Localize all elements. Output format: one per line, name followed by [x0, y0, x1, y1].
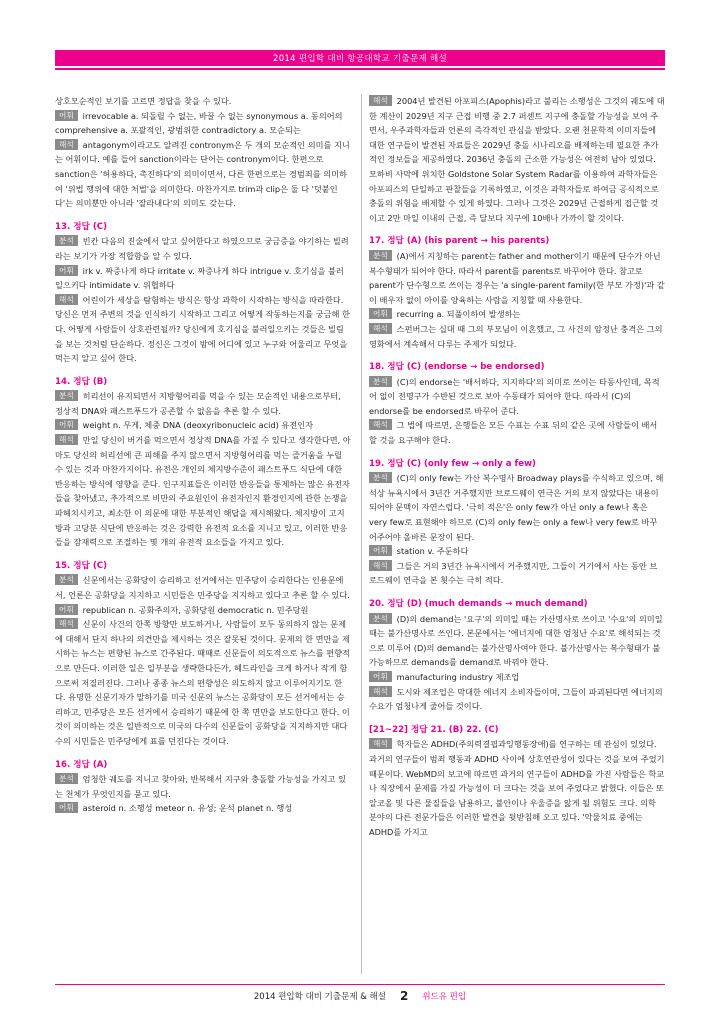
footer-rule: [55, 984, 665, 985]
explanation-block: [55, 234, 351, 263]
section-tag: 분석: [369, 613, 392, 624]
explanation-block: [369, 471, 665, 544]
section-tag: 해석: [55, 434, 78, 445]
explanation-text: 스펀버그는 십대 때 그의 부모님이 이혼했고, 그 사건의 암정난 충격은 그의 영화에서 계속해서 다루는 주제가 되었다.: [369, 323, 663, 349]
explanation-block: [55, 617, 351, 748]
explanation-text: (A)에서 지칭하는 parent는 father and mother이기 때문에 단수가 아닌 복수형태가 되어야 한다. 따라서 parent를 parents로 바꾸어야 한다. 참고로 parent가 단수형으로 쓰이는 경우는 'a single-parent family(한 부모 가정)'과 같이 배우자 없이 아이를 양육하는 사람을 지칭할 때 사용한다.: [369, 250, 665, 305]
section-tag: 어휘: [55, 604, 78, 615]
header-rule: [55, 68, 665, 70]
question-answer-heading: [55, 559, 351, 574]
answer-label: 14. 정답: [55, 376, 90, 387]
explanation-block: [369, 612, 665, 670]
explanation-text: republican n. 공화주의자, 공화당원 democratic n. 민주당원: [82, 604, 309, 615]
explanation-block: [55, 109, 351, 138]
section-tag: 분석: [369, 250, 392, 261]
explanation-text: 신문이 사건의 한쪽 방향만 보도하거나, 사람들이 모두 동의하지 않는 문제에 대해서 단지 하나의 의견만을 제시하는 것은 잘못된 것이다. 문제의 한 면만을 제시하는 뉴스는 편향된 뉴스로 간주된다. 때때로 신문들이 의도적으로 뉴스를 편향적으로 만든다. 이러한 일은 일부분을 생략한다든가, 헤드라인을 크게 하거나 작게 함으로써 저질러진다. 그러나 종종 뉴스의 편향성은 의도하지 않고 이루어지기도 한다. 유명한 신문기자가 말하기를 미국 신문의 뉴스는 공화당이 모든 선거에서는 승리하고, 민주당은 모든 선거에서 승리하기 때문에 한 쪽 면만을 보도한다고 한다. 이것이 의미하는 것은 일반적으로 미국의 다수의 신문들이 공화당을 지지하지만 대다수의 시민들은 민주당에게 표를 던진다는 것이다.: [55, 619, 350, 746]
explanation-block: [55, 433, 351, 550]
explanation-text: recurring a. 되풀이하여 발생하는: [396, 309, 521, 320]
section-tag: 분석: [55, 390, 78, 401]
explanation-text: 빈칸 다음의 진술에서 알고 싶어한다고 하였으므로 궁금증을 야기하는 빌려라는 보기가 가장 적합함을 알 수 있다.: [55, 236, 349, 261]
answer-label: 20. 정답: [369, 599, 404, 609]
explanation-block: [369, 307, 665, 322]
page-number: 2: [399, 989, 409, 1003]
answer-value: (C): [92, 221, 107, 232]
answer-value: (D) (much demands → much demand): [406, 599, 588, 609]
explanation-text: 만일 당신이 버거를 먹으면서 정상적 DNA를 가질 수 있다고 생각한다면, 아마도 당신의 허리선에 큰 피해를 주지 않으면서 지방형어리를 먹는 즐거움을 누릴 수 있는 것과 마찬가지이다. 유전은 개인의 체지방수준이 패스트푸드 식단에 대한 반응하는 방식에 영향을 준다. 인구지표들은 이러한 반응들을 통제하는 많은 유전자들을 찾아냈고, 추가적으로 비만의 주요원인이 유전자인지 환경인지에 관한 논쟁을 파헤치시키고, 최소한 이 의문에 대한 부분적인 해답을 제시해왔다. 체지방이 고지방과 고당분 식단에 반응하는 것은 강력한 유전적 요소를 지니고 있고, 이러한 반응들을 잠재력으로 조절하는 몇 개의 유전적 요소들을 가지고 있다.: [55, 435, 351, 548]
explanation-text: 엄청한 궤도를 지니고 찾아와, 반복해서 지구와 충돌할 가능성을 가지고 있는 천체가 무엇인지를 묻고 있다.: [55, 774, 346, 799]
explanation-text: irrevocable a. 되돌릴 수 없는, 바꿀 수 없는 synonymous a. 동의어의 comprehensive a. 포괄적인, 광범위한 contradictory a. 모순되는: [55, 110, 343, 136]
section-tag: 어휘: [369, 671, 392, 682]
explanation-block: [369, 544, 665, 559]
right-column: [369, 94, 665, 840]
explanation-text: station v. 주둔하다: [396, 546, 469, 557]
answer-value: (C): [92, 560, 107, 571]
explanation-text: (C)의 only few는 가산 복수명사 Broadway plays를 수식하고 있으며, 해석상 뉴욕시에서 3년간 거주했지만 브로드웨이 연극은 거의 보지 않았다는 내용이 되어야 문맥이 자연스럽다. '극히 적은'은 only few가 아닌 only a few나 혹은 very few로 표현해야 하므로 (C)의 only few는 only a few나 very few로 바꾸어주어야 올바른 문장이 된다.: [369, 473, 664, 542]
header-title: 2014 편입학 대비 항공대학교 기출문제 해설: [272, 54, 448, 64]
section-tag: 해석: [369, 95, 392, 106]
explanation-text: 2004년 발견된 아포피스(Apophis)라고 불리는 소행성은 그것의 궤도에 대한 계산이 2029년 지구 근접 비행 중 2.7 퍼센트 지구에 충돌할 가능성을 보여 주면서, 우주과학자들과 언론의 즉각적인 관심을 받았다. 오랜 천문학적 이미지들에 대한 연구들이 발견된 자료들은 2029년 충돌 시나리오를 배제하는데 필요한 추가적인 정보들을 제공하였다. 2036년 충돌의 근소한 가능성은 여전히 남아 있었다. 모하비 사막에 위치한 Goldstone Solar System Radar를 이용하여 과학자들은 아포피스의 단일하고 판찰들을 기록하였고, 이것은 과학자들로 하여금 공식적으로 충돌의 위험을 배제할 수 있게 하였다. 그러나 그것은 2029년 근접하게 접근할 것이고 2만 마일 이내의 근접, 즉 달보다 지구에 10배나 가까이 할 것이다.: [369, 96, 665, 223]
section-tag: 어휘: [369, 545, 392, 556]
answer-label: 18. 정답: [369, 362, 404, 373]
section-tag: 어휘: [55, 802, 78, 813]
explanation-block: [369, 322, 665, 351]
explanation-block: [369, 737, 665, 839]
explanation-text: manufacturing industry 제조업: [396, 671, 520, 682]
explanation-text: 히리선이 유지되면서 지방형어리를 먹을 수 있는 모순적인 내용으로부터, 정상적 DNA와 패스트푸드가 공존할 수 없음을 추론 할 수 있다.: [55, 391, 341, 416]
section-tag: 해석: [55, 139, 78, 150]
question-answer-heading: [369, 360, 665, 375]
explanation-block: [55, 603, 351, 618]
explanation-block: [369, 559, 665, 588]
question-answer-heading: [369, 234, 665, 249]
section-tag: 해석: [369, 738, 392, 749]
explanation-block: [55, 264, 351, 293]
explanation-block: [55, 801, 351, 816]
explanation-block: [55, 418, 351, 433]
section-tag: 분석: [55, 235, 78, 246]
answer-value: (A) (his parent → his parents): [406, 236, 550, 247]
explanation-text: irk v. 짜증나게 하다 irritate v. 짜증나게 하다 intrigue v. 호기심을 불러일으키다 intimidate v. 위협하다: [55, 265, 344, 291]
explanation-text: antagonym이라고도 알려진 contronym은 두 개의 모순적인 의미를 지니는 어휘이다. 예를 들어 sanction이라는 단어는 contronym이다. 한편으로 sanction은 '허용하다, 촉진하다'의 의미이면서, 다른 한편으로는 경범죄를 의미하여 '위법 행위에 대한 처벌'을 의미한다. 마찬가지로 trim과 clip은 둘 다 '덧붙인다'는 의미뿐만 아니라 '잘라내다'의 의미도 갖는다.: [55, 139, 350, 209]
section-tag: 어휘: [55, 265, 78, 276]
explanation-block: [55, 772, 351, 801]
explanation-block: [55, 389, 351, 418]
footer: [55, 988, 665, 1004]
answer-value: (B): [92, 376, 108, 387]
answer-label: 15. 정답: [55, 560, 90, 571]
question-answer-heading: [369, 723, 665, 738]
left-column: [55, 94, 351, 816]
answer-value: 21. (B) 22. (C): [430, 724, 499, 735]
question-answer-heading: [369, 457, 665, 472]
explanation-block: [369, 418, 665, 447]
column-divider: [361, 94, 362, 974]
section-tag: 어휘: [55, 110, 78, 121]
explanation-block: [55, 293, 351, 366]
explanation-block: [369, 375, 665, 419]
answer-value: (C) (endorse → be endorsed): [406, 362, 545, 373]
section-tag: 어휘: [369, 308, 392, 319]
header-bar: [55, 50, 665, 66]
question-answer-heading: [55, 758, 351, 773]
section-tag: 분석: [55, 773, 78, 784]
answer-label: 19. 정답: [369, 458, 404, 469]
explanation-text: 그들은 거의 3년간 뉴욕시에서 거주했지만, 그들이 거기에서 사는 동안 브로드웨이 연극을 본 횟수는 극히 적다.: [369, 560, 658, 586]
footer-brand: 위드유 편입: [422, 992, 467, 1002]
section-tag: 어휘: [55, 419, 78, 430]
section-tag: 해석: [55, 618, 78, 629]
question-answer-heading: [55, 375, 351, 390]
section-tag: 해석: [369, 419, 392, 430]
explanation-text: 학자들은 ADHD(주의력결핍과잉행동장애)를 연구하는 데 관심이 있었다. 과거의 연구들이 범죄 행동과 ADHD 사이에 상호연관성이 있다는 것을 보여 주었기 때문이다. WebMD의 보고에 따르면 과거의 연구들이 ADHD를 가진 사람들은 학교나 직장에서 문제를 가질 가능성이 더 크다는 것을 보여 주었다고 밝혔다. 이들은 또 알코올 및 다른 물질들을 남용하고, 불안이나 우울증을 앓게 될 위험도 크다. 의학 분야의 다른 전문가들은 이러한 발견을 뒷받침해 오고 있다. '악물치료 중에는 ADHD를 가지고: [369, 739, 665, 837]
explanation-text: 어린이가 세상을 탐험하는 방식은 항상 과학이 시작하는 방식을 따라한다. 당신은 먼저 주변의 것을 인식하기 시작하고 그리고 어떻게 작동하는지를 궁금해 한다. 어떻게 사람들이 상호관련될까? 당신에게 호기심을 불러일으키는 것들은 빌림을 보는 것처럼 단순하다. 정신은 그것이 밤에 어디에 있고 누구와 어울리고 무엇을 먹는지 알고 싶어 한다.: [55, 294, 350, 364]
question-answer-heading: [55, 220, 351, 235]
section-tag: 분석: [369, 376, 392, 387]
explanation-text: asteroid n. 소행성 meteor n. 유성; 운석 planet n. 행성: [82, 803, 293, 814]
question-answer-heading: [369, 597, 665, 612]
explanation-text: (D)의 demand는 '요구'의 의미일 때는 가산명사로 쓰이고 '수요'의 의미일 때는 불가산명사로 쓰인다. 본문에서는 '에너지에 대한 엄청난 수요'로 해석되는 것으로 미루어 (D)의 demand는 불가산명사여야 한다. 불가산명사는 복수형태가 불가능하므로 demands를 demand로 바꿔야 한다.: [369, 613, 663, 668]
explanation-text: weight n. 무게, 체중 DNA (deoxyribonucleic acid) 유전인자: [82, 420, 314, 431]
answer-value: (C) (only few → only a few): [406, 458, 536, 469]
explanation-text: 그 법에 따르면, 은행들은 모든 수표는 수표 뒤의 같은 곳에 사람들이 배서할 것을 요구해야 한다.: [369, 420, 658, 446]
explanation-block: [369, 670, 665, 685]
answer-label: 16. 정답: [55, 759, 90, 770]
footer-title: 2014 편입학 대비 기출문제 & 해설: [253, 992, 386, 1002]
explanation-block: [369, 685, 665, 714]
section-tag: 분석: [55, 574, 78, 585]
answer-label: [21~22] 정답: [369, 724, 428, 735]
section-tag: 분석: [369, 472, 392, 483]
answer-label: 17. 정답: [369, 236, 404, 247]
section-tag: 해석: [55, 294, 78, 305]
explanation-text: 도시와 제조업은 막대한 에너지 소비자들이며, 그들이 파괴된다면 에너지의 수요가 엄청나게 줄어들 것이다.: [369, 686, 663, 712]
explanation-block: [369, 249, 665, 307]
explanation-block: [55, 573, 351, 602]
answer-value: (A): [92, 759, 108, 770]
explanation-text: (C)의 endorse는 '배서하다, 지지하다'의 의미로 쓰이는 타동사인데, 목적어 없이 전명구가 수반된 것으로 보아 수동태가 되어야 한다. 따라서 (C)의 endorse를 be endorsed로 바꾸어 준다.: [369, 376, 660, 416]
section-tag: 해석: [369, 323, 392, 334]
explanation-block: [55, 138, 351, 211]
explanation-text: 신문에서는 공화당이 승리하고 선거에서는 민주당이 승리한다는 인용문에서, 언론은 공화당을 지지하고 시민들은 민주당을 지지하고 있다고 추론 할 수 있다.: [55, 575, 350, 600]
body-text: 상호모순적인 보기를 고르면 정답을 찾을 수 있다.: [55, 96, 232, 106]
section-tag: 해석: [369, 560, 392, 571]
explanation-block: [369, 94, 665, 225]
section-tag: 해석: [369, 686, 392, 697]
answer-label: 13. 정답: [55, 221, 90, 232]
